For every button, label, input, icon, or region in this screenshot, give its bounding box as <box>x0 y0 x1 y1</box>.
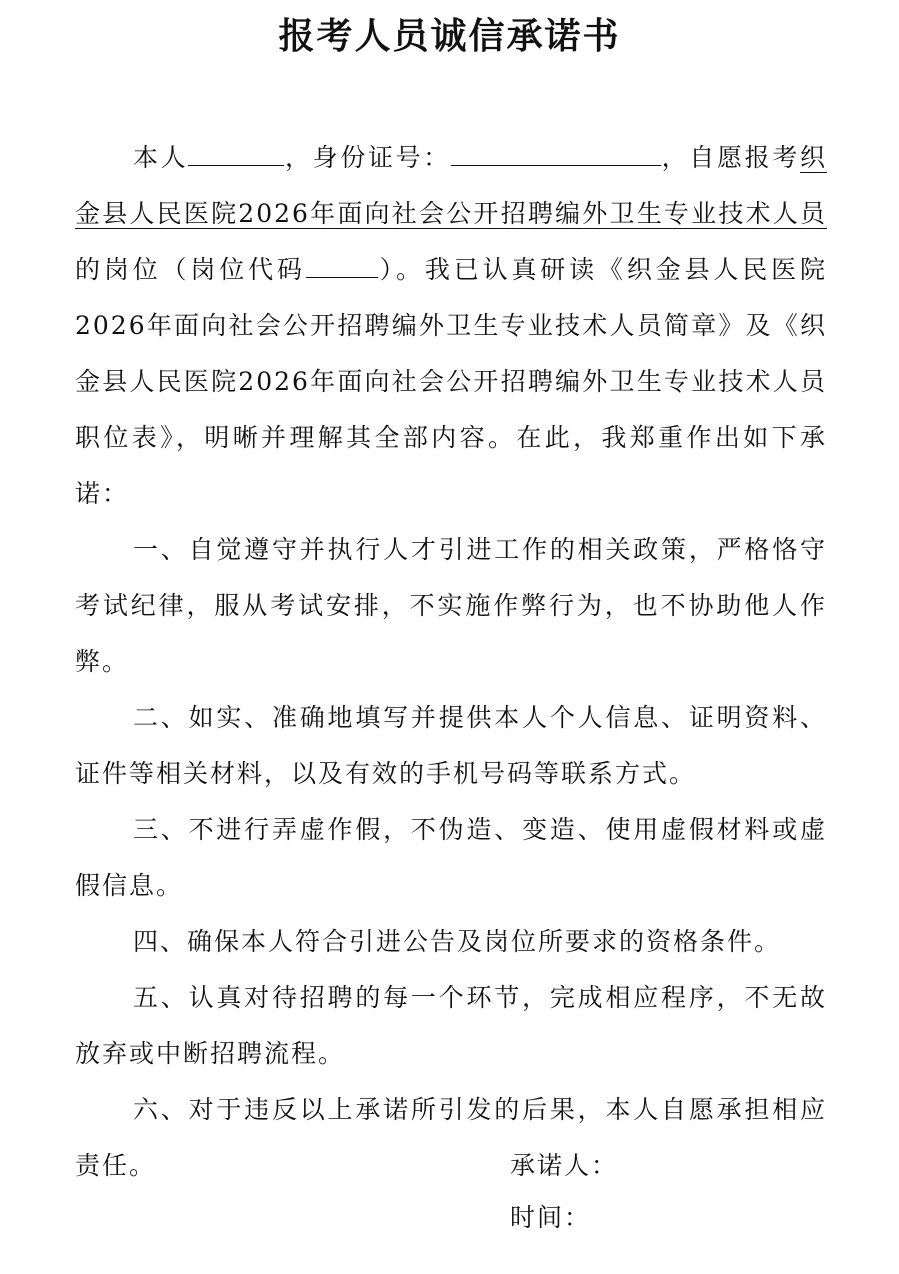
position-code-blank[interactable] <box>306 249 378 278</box>
commitment-item: 四、确保本人符合引进公告及岗位所要求的资格条件。 <box>133 927 782 956</box>
intro-text-3: ，自愿报考 <box>660 143 800 172</box>
intro-text-1: 本人 <box>133 143 189 172</box>
commitment-item: 五、认真对待招聘的每一个环节，完成相应程序，不无故放弃或中断招聘流程。 <box>75 983 827 1068</box>
commitment-item: 六、对于违反以上承诺所引发的后果，本人自愿承担相应责任。 <box>75 1095 827 1180</box>
document-title: 报考人员诚信承诺书 <box>278 15 621 57</box>
intro-text-5: ）。我已认真研读《织金县人民医院2026年面向社会公开招聘编外卫生专业技术人员简章》及《织金县人民医院2026年面向社会公开招聘编外卫生专业技术人员职位表》，明晰并理解其全部内容。在此，我郑重作出如下承诺： <box>75 255 827 508</box>
intro-paragraph <box>75 130 827 522</box>
commitment-item: 三、不进行弄虚作假，不伪造、变造、使用虚假材料或虚假信息。 <box>75 815 827 900</box>
intro-text-4: 的岗位（岗位代码 <box>75 255 306 284</box>
institution-name: 织金县人民医院2026年面向社会公开招聘编外卫生专业技术人员 <box>75 143 827 228</box>
commitment-item: 二、如实、准确地填写并提供本人个人信息、证明资料、证件等相关材料，以及有效的手机号码等联系方式。 <box>75 703 827 788</box>
id-number-blank[interactable] <box>451 137 661 166</box>
name-blank[interactable] <box>188 137 284 166</box>
commitment-item: 一、自觉遵守并执行人才引进工作的相关政策，严格恪守考试纪律，服从考试安排，不实施作弊行为，也不协助他人作弊。 <box>75 535 827 676</box>
document-body <box>75 130 827 1194</box>
committer-label: 承诺人： <box>510 1151 619 1180</box>
intro-text-2: ，身份证号： <box>284 143 451 172</box>
time-label: 时间： <box>510 1203 592 1232</box>
